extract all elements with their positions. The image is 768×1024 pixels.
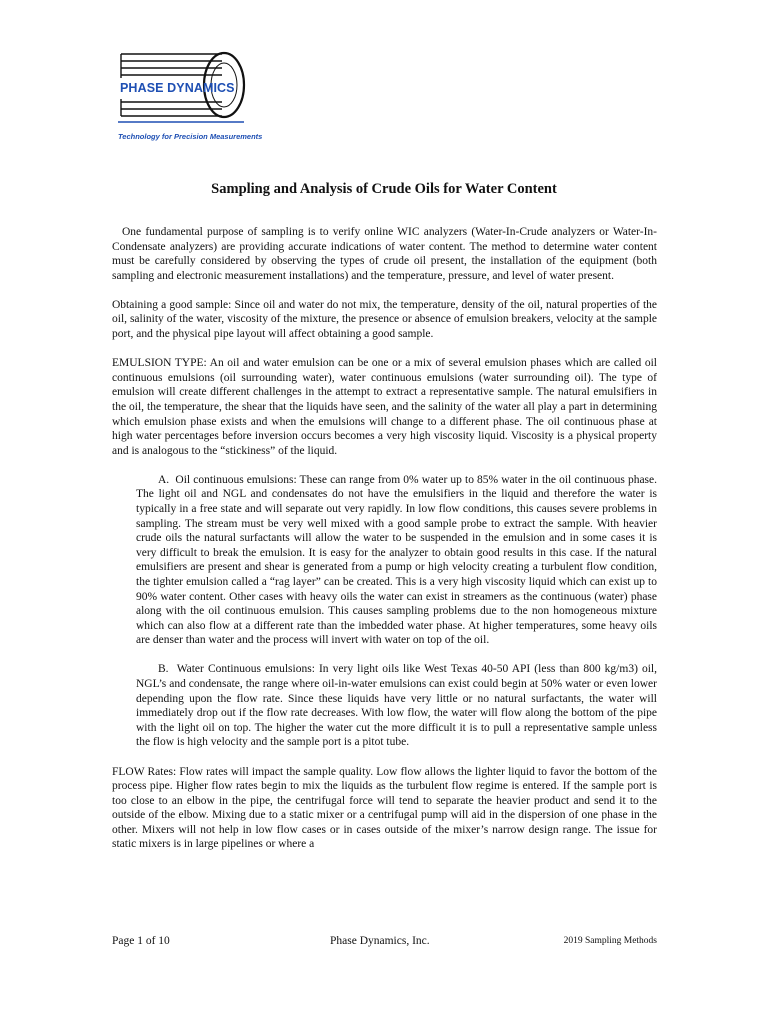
item-a-label: A. xyxy=(158,473,170,486)
page-number: Page 1 of 10 xyxy=(112,935,170,947)
footer-company: Phase Dynamics, Inc. xyxy=(330,935,430,947)
document-title: Sampling and Analysis of Crude Oils for Water Content xyxy=(211,181,557,197)
logo-company-name: PHASE DYNAMICS xyxy=(120,81,235,95)
flow-rates-paragraph: FLOW Rates: Flow rates will impact the sample quality. Low flow allows the lighter liquid to favor the bottom of the process pipe. Higher flow rates begin to mix the liquids as the turbulent flow regime is entered. If the sample port is too close to an elbow in the pipe, the centrifugal force will tend to separate the heavier product and send it to the outside of the elbow. Mixing due to a static mixer or a centrifugal pump will aid in the dispersion of one phase in the other. Mixers will not help in low flow cases or in cases outside of the mixer’s narrow design range. The issue for static mixers is in large pipelines or where a xyxy=(112,765,657,851)
obtaining-sample-paragraph: Obtaining a good sample: Since oil and water do not mix, the temperature, density of the oil, natural properties of the oil, salinity of the water, viscosity of the mixture, the presence or absence of emulsion breakers, velocity at the sample port, and the physical pipe layout will affect obtaining a good sample. xyxy=(112,298,657,341)
company-logo xyxy=(116,44,263,144)
item-b-label: B. xyxy=(158,663,169,676)
water-continuous-item xyxy=(136,662,657,750)
document-body xyxy=(112,225,657,867)
item-a-text: Oil continuous emulsions: These can range from 0% water up to 85% water in the oil continuous phase. The light oil and NGL and condensates do not have the emulsifiers in the liquid and therefore the water is typically in a free state and will separate out very rapidly. In low flow conditions, this causes severe problems in sampling. The stream must be very well mixed with a good sample probe to extract the sample. With heavier crude oils the natural surfactants will allow the water to be suspended in the emulsion and in some cases it is very difficult to break the emulsion. It is easy for the analyzer to obtain good results in this case. If the natural emulsifiers are present and shear is generated from a pump or high velocity creating a turbulent flow condition, the tighter emulsion called a “rag layer” can be created. This is a very high viscosity liquid which can exist up to 90% water content. Other cases with heavy oils the water can exist in streamers as the continuous (water) phase along with the oil continuous emulsion. This causes sampling problems due to the non homogeneous mixture which can also flow at a different rate than the imbedded water phase. At higher temperatures, some heavy oils are denser than water and the process will invert with water on top of the oil. xyxy=(136,473,658,647)
intro-paragraph: One fundamental purpose of sampling is to verify online WIC analyzers (Water-In-Crude analyzers or Water-In-Condensate analyzers) are providing accurate indications of water content. The method to determine water content must be carefully considered by observing the types of crude oil present, the installation of the equipment (both sampling and electronic measurement installations) and the temperature, pressure, and level of water present. xyxy=(112,226,657,282)
item-b-text: Water Continuous emulsions: In very light oils like West Texas 40-50 API (less than 800 kg/m3) oil, NGL’s and condensate, the range where oil-in-water emulsions can exist could begin at 50% water or even lower depending upon the flow rate. Since these liquids have very little or no natural surfactants, the water will immediately drop out if the flow rate decreases. With low flow, the water will flow along the bottom of the pipe with the light oil on top. The higher the water cut the more difficult it is to pull a representative sample unless the flow is high velocity and the sample port is a pitot tube. xyxy=(136,663,657,749)
logo-tagline: Technology for Precision Measurements xyxy=(118,132,263,141)
emulsion-type-paragraph: EMULSION TYPE: An oil and water emulsion can be one or a mix of several emulsion phases which are called oil continuous emulsions (oil surrounding water), water continuous emulsions (water surrounding oil). The type of emulsion will create different challenges in the attempt to extract a representative sample. The natural emulsifiers in the oil, the temperature, the shear that the liquids have seen, and the salinity of the water all play a part in determining which emulsion phase exists and when the emulsions will change to a different phase. The oil continuous phase at high water percentages before inversion occurs becomes a very high viscosity liquid. Viscosity is a physical property and is analogous to the “stickiness” of the liquid. xyxy=(112,357,657,457)
page-footer xyxy=(112,935,657,951)
oil-continuous-item xyxy=(136,473,657,648)
footer-document-name: 2019 Sampling Methods xyxy=(563,936,657,946)
